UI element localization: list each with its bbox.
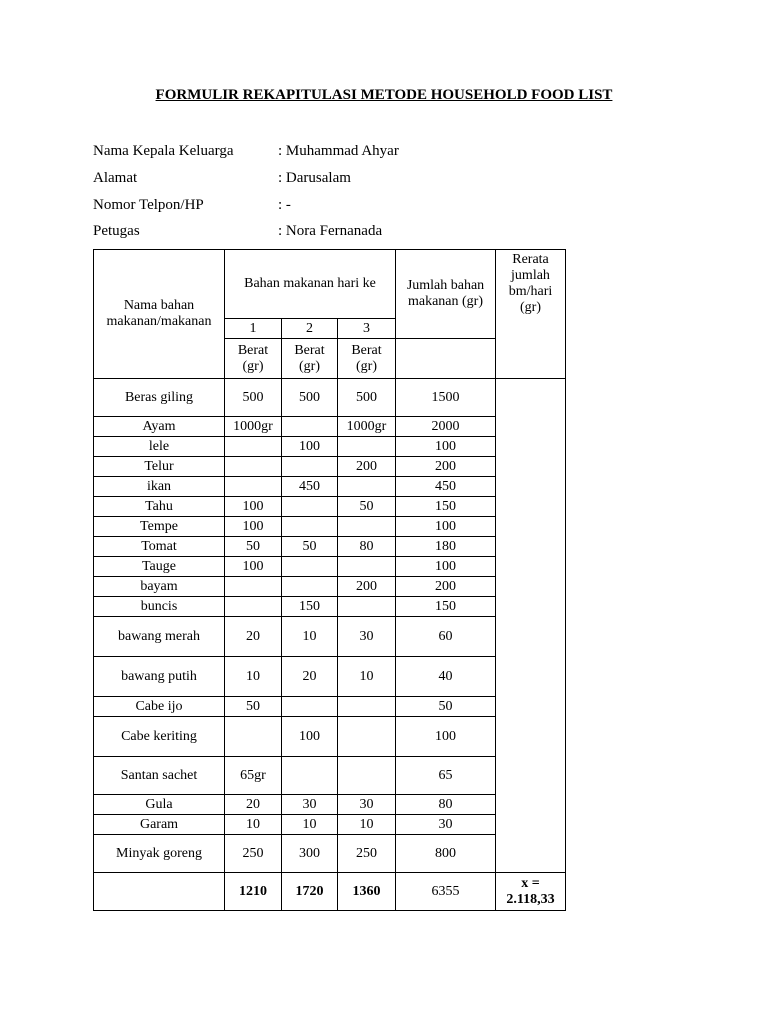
total-cell: 50 — [396, 697, 496, 717]
day-1-cell: 10 — [225, 815, 282, 835]
day-1-cell: 20 — [225, 795, 282, 815]
day-2-cell: 100 — [282, 437, 338, 457]
header-berat-1: Berat (gr) — [225, 339, 282, 379]
day-2-cell — [282, 757, 338, 795]
food-name-cell: Beras giling — [94, 379, 225, 417]
day-3-cell: 80 — [338, 537, 396, 557]
totals-row — [94, 873, 566, 911]
day-1-cell: 50 — [225, 697, 282, 717]
header-total: Jumlah bahan makanan (gr) — [396, 250, 496, 339]
total-cell: 100 — [396, 717, 496, 757]
header-day-1: 1 — [225, 319, 282, 339]
total-cell: 200 — [396, 457, 496, 477]
totals-average-cell: x = 2.118,33 — [496, 873, 566, 911]
day-3-cell: 50 — [338, 497, 396, 517]
info-value: : Darusalam — [278, 170, 351, 186]
total-cell: 200 — [396, 577, 496, 597]
food-name-cell: bawang putih — [94, 657, 225, 697]
table-row — [94, 597, 566, 617]
total-cell: 2000 — [396, 417, 496, 437]
day-3-cell — [338, 517, 396, 537]
day-2-cell: 300 — [282, 835, 338, 873]
total-cell: 150 — [396, 497, 496, 517]
food-name-cell: bawang merah — [94, 617, 225, 657]
day-2-cell — [282, 497, 338, 517]
total-cell: 800 — [396, 835, 496, 873]
total-cell: 180 — [396, 537, 496, 557]
day-1-cell — [225, 457, 282, 477]
info-label: Nomor Telpon/HP — [93, 197, 204, 213]
info-value: : Nora Fernanada — [278, 223, 383, 239]
table-row — [94, 617, 566, 657]
day-1-cell — [225, 477, 282, 497]
food-name-cell: Ayam — [94, 417, 225, 437]
day-1-cell: 100 — [225, 517, 282, 537]
day-3-cell — [338, 477, 396, 497]
day-2-cell: 150 — [282, 597, 338, 617]
day-1-cell: 20 — [225, 617, 282, 657]
food-name-cell: ikan — [94, 477, 225, 497]
totals-d1-cell: 1210 — [225, 873, 282, 911]
table-row — [94, 457, 566, 477]
food-name-cell: Santan sachet — [94, 757, 225, 795]
day-1-cell: 65gr — [225, 757, 282, 795]
day-1-cell: 100 — [225, 497, 282, 517]
day-3-cell: 200 — [338, 577, 396, 597]
food-name-cell: Tomat — [94, 537, 225, 557]
day-3-cell: 30 — [338, 795, 396, 815]
food-name-cell: Telur — [94, 457, 225, 477]
table-row — [94, 577, 566, 597]
day-1-cell: 50 — [225, 537, 282, 557]
total-cell: 450 — [396, 477, 496, 497]
table-row — [94, 757, 566, 795]
food-name-cell: buncis — [94, 597, 225, 617]
day-3-cell — [338, 757, 396, 795]
food-name-cell: Tahu — [94, 497, 225, 517]
total-cell: 40 — [396, 657, 496, 697]
table-row — [94, 835, 566, 873]
table-body — [94, 379, 566, 911]
day-2-cell: 20 — [282, 657, 338, 697]
day-1-cell — [225, 717, 282, 757]
header-average: Rerata jumlah bm/hari (gr) — [496, 250, 566, 379]
day-1-cell: 100 — [225, 557, 282, 577]
table-row — [94, 795, 566, 815]
table-row — [94, 437, 566, 457]
totals-d2-cell: 1720 — [282, 873, 338, 911]
day-3-cell — [338, 717, 396, 757]
day-3-cell — [338, 597, 396, 617]
day-1-cell — [225, 437, 282, 457]
table-row — [94, 477, 566, 497]
food-name-cell: Gula — [94, 795, 225, 815]
info-value: : - — [278, 197, 291, 213]
header-day-3: 3 — [338, 319, 396, 339]
day-2-cell — [282, 517, 338, 537]
day-3-cell: 10 — [338, 657, 396, 697]
table-row — [94, 497, 566, 517]
table-row — [94, 517, 566, 537]
form-title: FORMULIR REKAPITULASI METODE HOUSEHOLD FOOD LIST — [155, 87, 613, 103]
info-label: Nama Kepala Keluarga — [93, 143, 234, 159]
day-3-cell — [338, 437, 396, 457]
total-cell: 150 — [396, 597, 496, 617]
day-1-cell: 500 — [225, 379, 282, 417]
day-1-cell: 250 — [225, 835, 282, 873]
day-2-cell: 500 — [282, 379, 338, 417]
day-3-cell — [338, 697, 396, 717]
total-cell: 1500 — [396, 379, 496, 417]
food-name-cell: Tauge — [94, 557, 225, 577]
table-row — [94, 717, 566, 757]
food-name-cell: Cabe ijo — [94, 697, 225, 717]
totals-name-cell — [94, 873, 225, 911]
day-2-cell: 100 — [282, 717, 338, 757]
header-berat-2: Berat (gr) — [282, 339, 338, 379]
total-cell: 65 — [396, 757, 496, 795]
day-3-cell — [338, 557, 396, 577]
day-2-cell: 30 — [282, 795, 338, 815]
day-2-cell — [282, 457, 338, 477]
day-2-cell — [282, 577, 338, 597]
food-name-cell: Cabe keriting — [94, 717, 225, 757]
day-1-cell: 10 — [225, 657, 282, 697]
food-name-cell: Garam — [94, 815, 225, 835]
table-row — [94, 537, 566, 557]
totals-total-cell: 6355 — [396, 873, 496, 911]
day-3-cell: 250 — [338, 835, 396, 873]
food-list-table — [93, 249, 566, 911]
table-row — [94, 697, 566, 717]
table-row — [94, 815, 566, 835]
day-2-cell: 10 — [282, 617, 338, 657]
table-row — [94, 417, 566, 437]
day-3-cell: 200 — [338, 457, 396, 477]
day-3-cell: 1000gr — [338, 417, 396, 437]
day-2-cell — [282, 557, 338, 577]
header-berat-3: Berat (gr) — [338, 339, 396, 379]
total-cell: 30 — [396, 815, 496, 835]
header-day-2: 2 — [282, 319, 338, 339]
day-3-cell: 10 — [338, 815, 396, 835]
info-label: Petugas — [93, 223, 140, 239]
header-food-name: Nama bahan makanan/makanan — [94, 250, 225, 379]
total-cell: 100 — [396, 437, 496, 457]
day-2-cell — [282, 697, 338, 717]
food-name-cell: lele — [94, 437, 225, 457]
header-total-blank — [396, 339, 496, 379]
day-2-cell: 10 — [282, 815, 338, 835]
day-2-cell: 50 — [282, 537, 338, 557]
header-day-group: Bahan makanan hari ke — [225, 250, 396, 319]
day-3-cell: 500 — [338, 379, 396, 417]
day-1-cell — [225, 577, 282, 597]
total-cell: 80 — [396, 795, 496, 815]
food-name-cell: Tempe — [94, 517, 225, 537]
total-cell: 100 — [396, 557, 496, 577]
table-row — [94, 657, 566, 697]
day-2-cell: 450 — [282, 477, 338, 497]
table-row — [94, 557, 566, 577]
info-label: Alamat — [93, 170, 138, 186]
day-2-cell — [282, 417, 338, 437]
day-1-cell — [225, 597, 282, 617]
totals-d3-cell: 1360 — [338, 873, 396, 911]
total-cell: 60 — [396, 617, 496, 657]
day-3-cell: 30 — [338, 617, 396, 657]
table-row — [94, 379, 566, 417]
total-cell: 100 — [396, 517, 496, 537]
food-name-cell: bayam — [94, 577, 225, 597]
food-name-cell: Minyak goreng — [94, 835, 225, 873]
average-blank-cell — [496, 379, 566, 873]
info-value: : Muhammad Ahyar — [278, 143, 399, 159]
day-1-cell: 1000gr — [225, 417, 282, 437]
